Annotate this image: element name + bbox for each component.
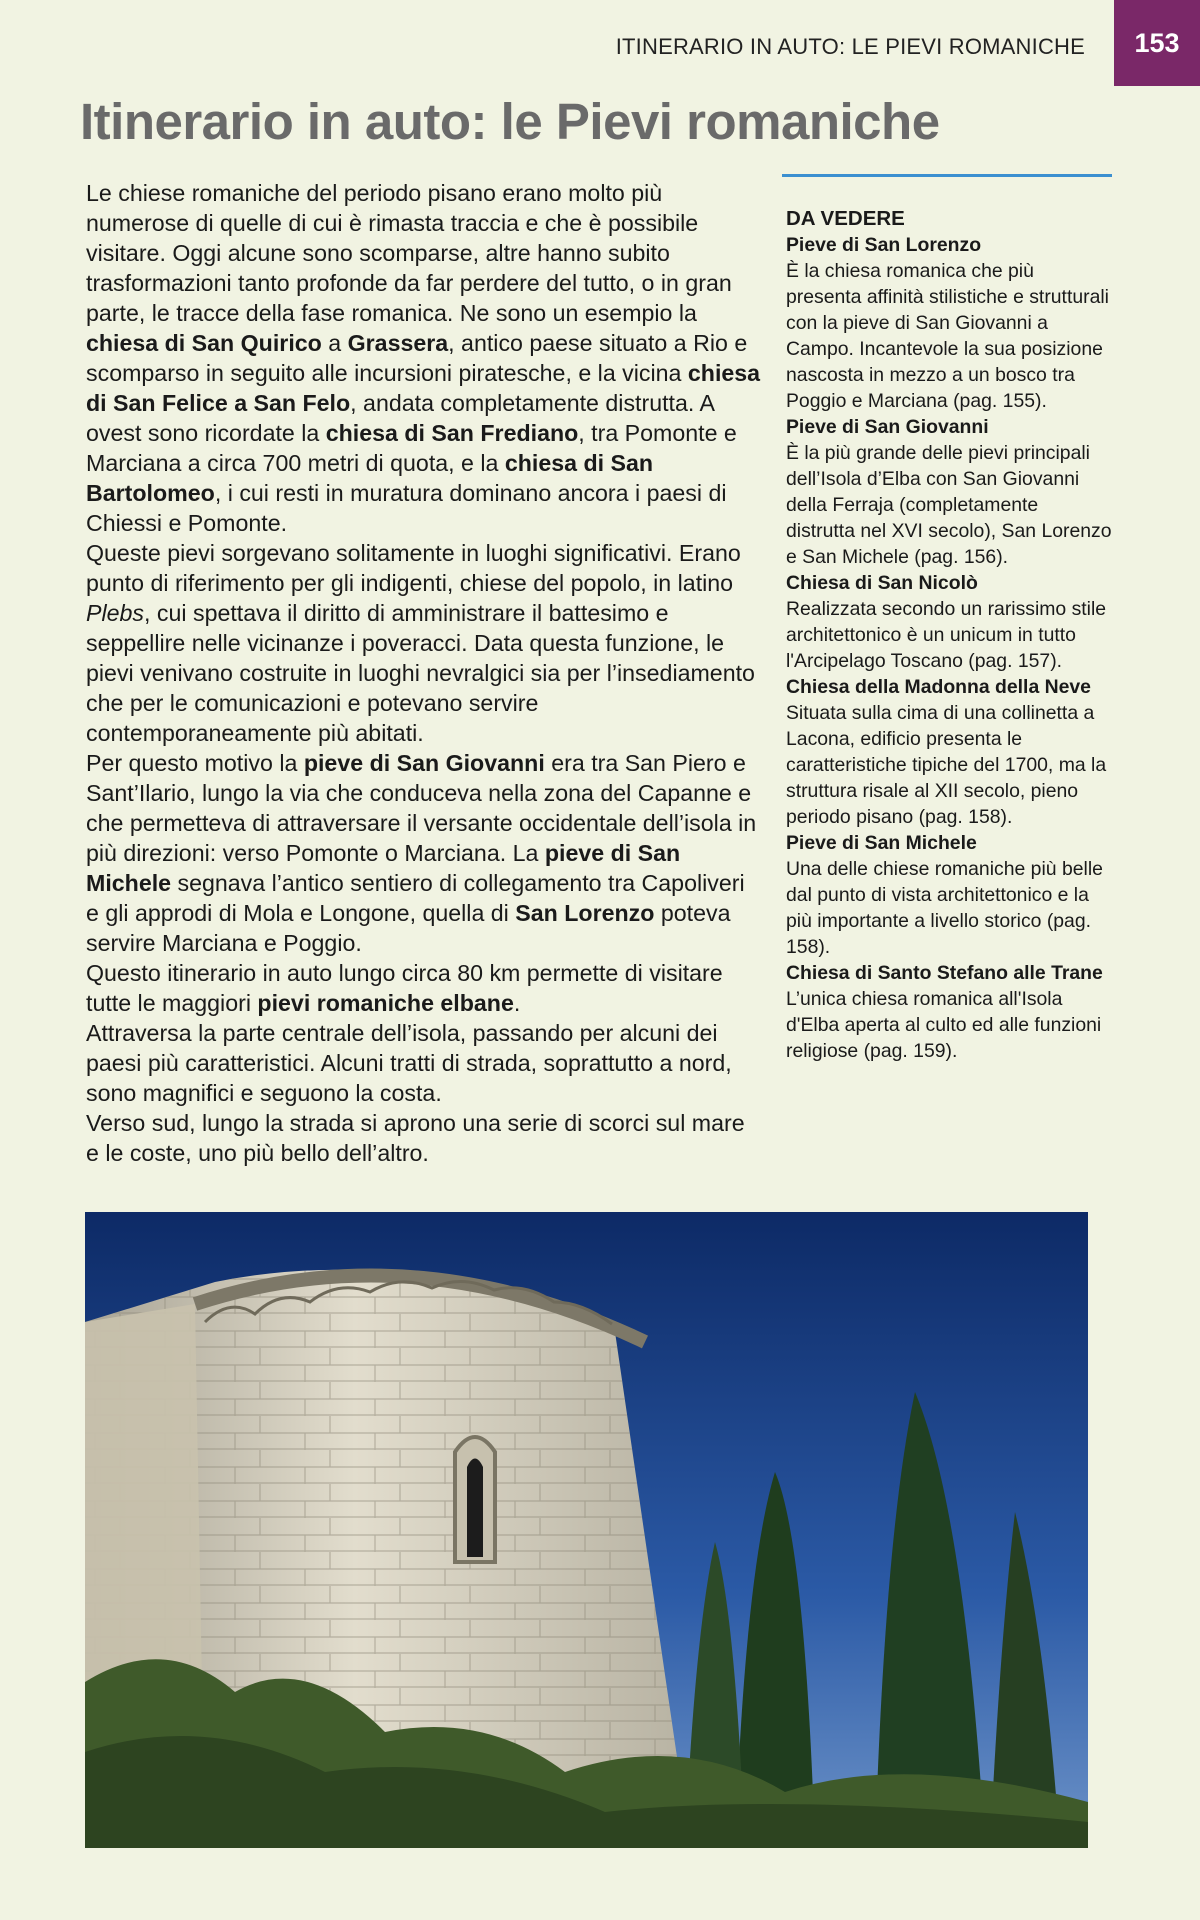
church-apse-photo	[85, 1212, 1088, 1848]
body-text: Le chiese romaniche del periodo pisano erano molto più numerose di quelle di cui è rimasta traccia e che è possibile visitare. Oggi alcune sono scomparse, altre hanno subito trasformazioni tanto profonde da far perdere del tutto, o in gran parte, le tracce della fase romanica. Ne sono un esempio la	[86, 180, 732, 326]
body-text: Verso sud, lungo la strada si aprono una serie di scorci sul mare e le coste, uno più bello dell’altro.	[86, 1110, 745, 1166]
body-paragraph	[86, 178, 761, 538]
body-paragraph	[86, 1108, 761, 1168]
page-title: Itinerario in auto: le Pievi romaniche	[80, 93, 940, 150]
page-number: 153	[1114, 0, 1200, 86]
body-text: Attraversa la parte centrale dell’isola, passando per alcuni dei paesi più caratteristici. Alcuni tratti di strada, soprattutto a nord, sono magnifici e seguono la costa.	[86, 1020, 732, 1106]
bold-term: chiesa di San Bartolomeo	[86, 450, 654, 506]
sidebar-entry-title: Pieve di San Michele	[786, 832, 977, 854]
bold-term: San Lorenzo	[515, 900, 655, 926]
bold-term: Grassera	[347, 330, 449, 356]
body-text: , i cui resti in muratura dominano ancora i paesi di Chiessi e Pomonte.	[86, 480, 727, 536]
church-photo-illustration	[85, 1212, 1088, 1848]
sidebar-entry	[786, 232, 1112, 414]
sidebar-entry-text: È la chiesa romanica che più presenta affinità stilistiche e strutturali con la pieve di San Giovanni a Campo. Incantevole la sua posizione nascosta in mezzo a un bosco tra Poggio e Marciana (pag. 155).	[786, 260, 1109, 412]
body-text: Queste pievi sorgevano solitamente in luoghi significativi. Erano punto di riferimento per gli indigenti, chiese del popolo, in latino	[86, 540, 741, 596]
bold-term: chiesa di San Quirico	[86, 330, 322, 356]
main-text	[86, 178, 761, 1168]
body-paragraph	[86, 1018, 761, 1108]
body-text: Per questo motivo la	[86, 750, 304, 776]
body-text: , andata completamente distrutta. A ovest sono ricordate la	[86, 390, 714, 446]
body-paragraph	[86, 538, 761, 748]
running-head: ITINERARIO IN AUTO: LE PIEVI ROMANICHE	[615, 34, 1085, 59]
sidebar-entry	[786, 570, 1112, 674]
sidebar-entry	[786, 830, 1112, 960]
body-text: era tra San Piero e Sant’Ilario, lungo la via che conduceva nella zona del Capanne e che permetteva di attraversare il versante occidentale dell’isola in più direzioni: verso Pomonte o Marciana. La	[86, 750, 757, 866]
bold-term: pieve di San Giovanni	[303, 750, 545, 776]
sidebar-entry-text: Realizzata secondo un rarissimo stile architettonico è un unicum in tutto l'Arcipelago Toscano (pag. 157).	[786, 598, 1107, 672]
body-text: poteva servire Marciana e Poggio.	[86, 900, 731, 956]
sidebar-entry	[786, 960, 1112, 1064]
sidebar-entry-text: È la più grande delle pievi principali dell’Isola d’Elba con San Giovanni della Ferraja (completamente distrutta nel XVI secolo), San Lorenzo e San Michele (pag. 156).	[786, 442, 1112, 568]
body-text: , tra Pomonte e Marciana a circa 700 metri di quota, e la	[86, 420, 737, 476]
sidebar-entry-title: Pieve di San Lorenzo	[786, 234, 982, 256]
bold-term: pievi romaniche elbane	[257, 990, 514, 1016]
sidebar-entry-text: Una delle chiese romaniche più belle dal punto di vista architettonico e la più importante a livello storico (pag. 158).	[786, 858, 1103, 958]
sidebar-entry-title: Chiesa di San Nicolò	[786, 572, 978, 594]
sidebar-rule	[782, 174, 1112, 177]
body-text: , antico paese situato a Rio e scomparso in seguito alle incursioni piratesche, e la vicina	[86, 330, 748, 386]
sidebar-entry-title: Chiesa di Santo Stefano alle Trane	[786, 962, 1103, 984]
sidebar-entry	[786, 414, 1112, 570]
sidebar-entry-title: Chiesa della Madonna della Neve	[786, 676, 1091, 698]
bold-term: pieve di San Michele	[86, 840, 681, 896]
body-paragraph	[86, 958, 761, 1018]
body-text: segnava l’antico sentiero di collegamento tra Capoliveri e gli approdi di Mola e Longone, quella di	[86, 870, 745, 926]
sidebar-entry	[786, 674, 1112, 830]
sidebar-da-vedere	[786, 206, 1112, 1064]
body-text: a	[321, 330, 348, 356]
sidebar-entry-title: Pieve di San Giovanni	[786, 416, 989, 438]
bold-term: chiesa di San Felice a San Felo	[86, 360, 761, 416]
body-text: Questo itinerario in auto lungo circa 80 km permette di visitare tutte le maggiori	[86, 960, 723, 1016]
body-paragraph	[86, 748, 761, 958]
italic-term: Plebs	[86, 600, 145, 626]
sidebar-entries	[786, 232, 1112, 1064]
sidebar-heading: DA VEDERE	[786, 207, 905, 230]
bold-term: chiesa di San Frediano	[325, 420, 579, 446]
body-text: .	[513, 990, 521, 1016]
sidebar-entry-text: Situata sulla cima di una collinetta a Lacona, edificio presenta le caratteristiche tipiche del 1700, ma la struttura risale al XII secolo, pieno periodo pisano (pag. 158).	[786, 702, 1107, 828]
body-text: , cui spettava il diritto di amministrare il battesimo e seppellire nelle vicinanze i poveracci. Data questa funzione, le pievi venivano costruite in luoghi nevralgici sia per l’insediamento che per le comunicazioni e potevano servire contemporaneamente più abitati.	[86, 600, 755, 746]
sidebar-entry-text: L’unica chiesa romanica all'Isola d'Elba aperta al culto ed alle funzioni religiose (pag. 159).	[786, 988, 1102, 1062]
